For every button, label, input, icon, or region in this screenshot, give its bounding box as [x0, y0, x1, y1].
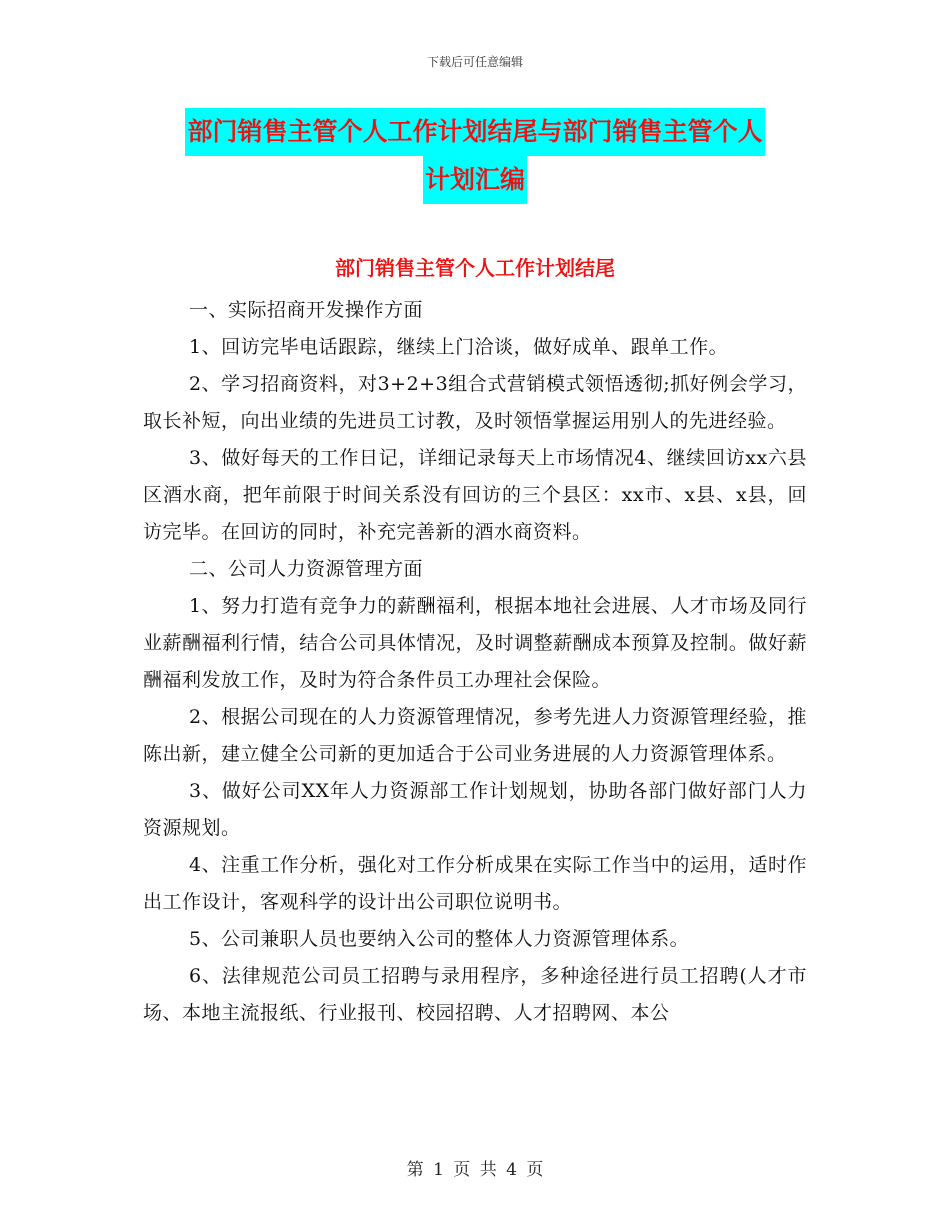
- paragraph: 4、注重工作分析，强化对工作分析成果在实际工作当中的运用，适时作出工作设计，客观科学的设计出公司职位说明书。: [143, 854, 807, 913]
- paragraph: 5、公司兼职人员也要纳入公司的整体人力资源管理体系。: [189, 928, 690, 950]
- document-title: [0, 108, 950, 204]
- section-title: 部门销售主管个人工作计划结尾: [335, 256, 615, 280]
- title-line-2: 计划汇编: [423, 156, 527, 204]
- page-footer: 第 1 页 共 4 页: [406, 1160, 544, 1180]
- header-note: 下载后可任意编辑: [426, 55, 523, 69]
- paragraph: 3、做好每天的工作日记，详细记录每天上市场情况4、继续回访xx六县区酒水商，把年前限于时间关系没有回访的三个县区：xx市、x县、x县，回访完毕。在回访的同时，补充完善新的酒水商资料。: [143, 447, 807, 543]
- body-content: [143, 292, 807, 1032]
- section-heading-1: 一、实际招商开发操作方面: [189, 299, 424, 321]
- paragraph: 1、回访完毕电话跟踪，继续上门洽谈，做好成单、跟单工作。: [189, 336, 729, 358]
- paragraph: 2、学习招商资料，对3+2+3组合式营销模式领悟透彻;抓好例会学习，取长补短，向出业绩的先进员工讨教，及时领悟掌握运用别人的先进经验。: [143, 373, 807, 432]
- section-heading-2: 二、公司人力资源管理方面: [189, 558, 424, 580]
- title-line-1: 部门销售主管个人工作计划结尾与部门销售主管个人: [185, 108, 764, 156]
- paragraph: 3、做好公司XX年人力资源部工作计划规划，协助各部门做好部门人力资源规划。: [143, 780, 807, 839]
- paragraph: 1、努力打造有竞争力的薪酬福利，根据本地社会进展、人才市场及同行业薪酬福利行情，结合公司具体情况，及时调整薪酬成本预算及控制。做好薪酬福利发放工作，及时为符合条件员工办理社会保险。: [143, 595, 807, 691]
- paragraph: 2、根据公司现在的人力资源管理情况，参考先进人力资源管理经验，推陈出新，建立健全公司新的更加适合于公司业务进展的人力资源管理体系。: [143, 706, 807, 765]
- paragraph: 6、法律规范公司员工招聘与录用程序，多种途径进行员工招聘(人才市场、本地主流报纸、行业报刊、校园招聘、人才招聘网、本公: [143, 965, 807, 1024]
